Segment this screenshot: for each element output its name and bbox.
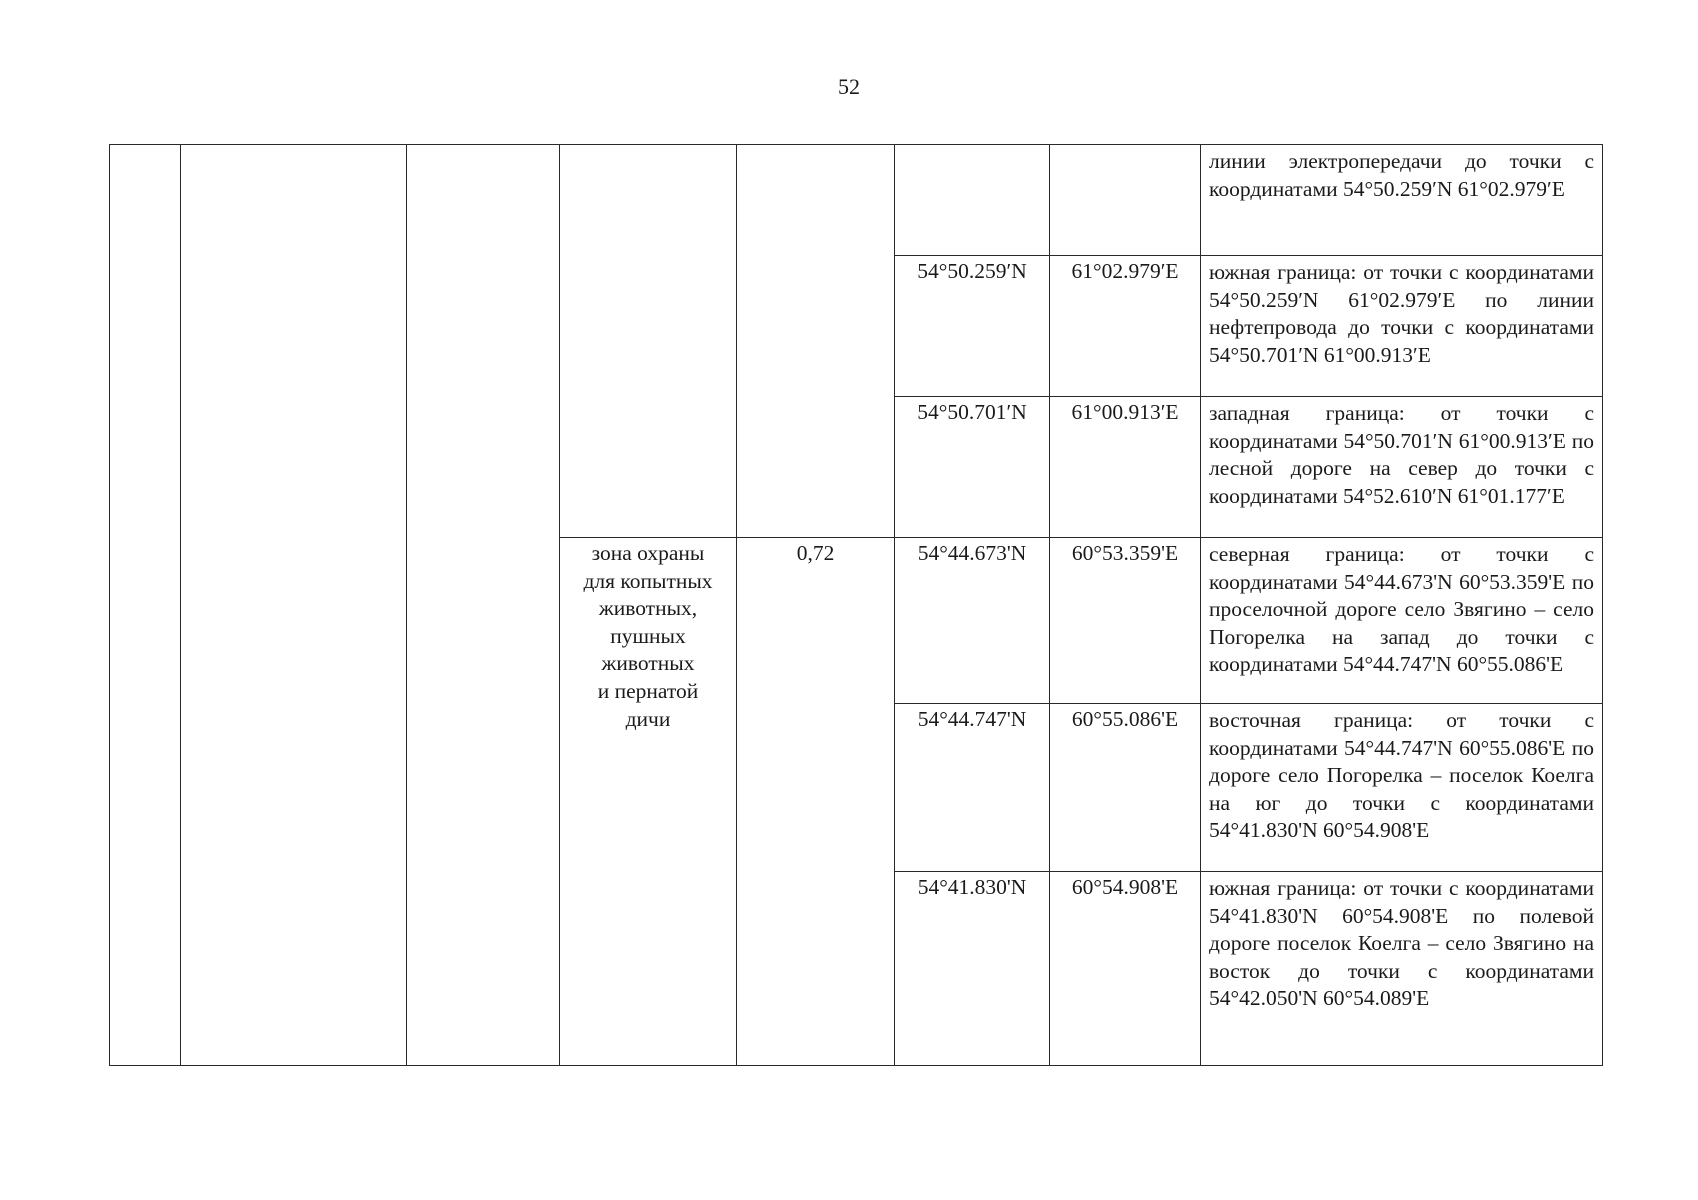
zone-type-line: и пернатой	[597, 678, 699, 703]
boundary-description: западная граница: от точки с координатами 54°50.701′N 61°00.913′E по лесной дороге на север до точки с координатами 54°52.610′N 61°01.177′E	[1201, 397, 1603, 538]
longitude-cell: 60°55.086'E	[1050, 704, 1201, 872]
longitude-cell: 60°53.359'E	[1050, 538, 1201, 704]
hunting-zones-table	[109, 144, 1603, 1066]
latitude-cell: 54°50.701′N	[895, 397, 1050, 538]
latitude-cell	[895, 145, 1050, 256]
boundary-description: линии электропередачи до точки с координатами 54°50.259′N 61°02.979′E	[1201, 145, 1603, 256]
zone-type-line: животных,	[598, 596, 698, 621]
latitude-cell: 54°44.747'N	[895, 704, 1050, 872]
latitude-cell: 54°41.830'N	[895, 872, 1050, 1066]
territory-name-cell	[181, 145, 407, 1066]
latitude-cell: 54°50.259′N	[895, 256, 1050, 397]
longitude-cell: 60°54.908'E	[1050, 872, 1201, 1066]
boundary-description: южная граница: от точки с координатами 54°41.830'N 60°54.908'E по полевой дороге поселок Коелга – село Звягино на восток до точки с координатами 54°42.050'N 60°54.089'E	[1201, 872, 1603, 1066]
longitude-cell	[1050, 145, 1201, 256]
table-row	[110, 145, 1603, 256]
number-cell	[110, 145, 181, 1066]
longitude-cell: 61°00.913′E	[1050, 397, 1201, 538]
total-area-cell	[407, 145, 560, 1066]
zone-type-line: для копытных	[583, 568, 713, 593]
zone-type-line: дичи	[625, 706, 671, 731]
boundary-description: северная граница: от точки с координатами 54°44.673'N 60°53.359'E по проселочной дороге село Звягино – село Погорелка на запад до точки с координатами 54°44.747'N 60°55.086'E	[1201, 538, 1603, 704]
zone-type-cell-empty	[560, 145, 737, 538]
zone-area-cell-empty	[737, 145, 895, 538]
boundary-description: южная граница: от точки с координатами 54°50.259′N 61°02.979′E по линии нефтепровода до точки с координатами 54°50.701′N 61°00.913′E	[1201, 256, 1603, 397]
latitude-cell: 54°44.673'N	[895, 538, 1050, 704]
zone-type-line: животных	[601, 651, 695, 676]
zone-type-line: зона охраны	[591, 541, 705, 565]
page-number: 52	[838, 74, 860, 99]
zone-area-cell: 0,72	[737, 538, 895, 1066]
zone-type-line: пушных	[610, 623, 686, 648]
zone-type-cell	[560, 538, 737, 1066]
boundary-description: восточная граница: от точки с координатами 54°44.747'N 60°55.086'E по дороге село Погорелка – поселок Коелга на юг до точки с координатами 54°41.830'N 60°54.908'E	[1201, 704, 1603, 872]
longitude-cell: 61°02.979′E	[1050, 256, 1201, 397]
